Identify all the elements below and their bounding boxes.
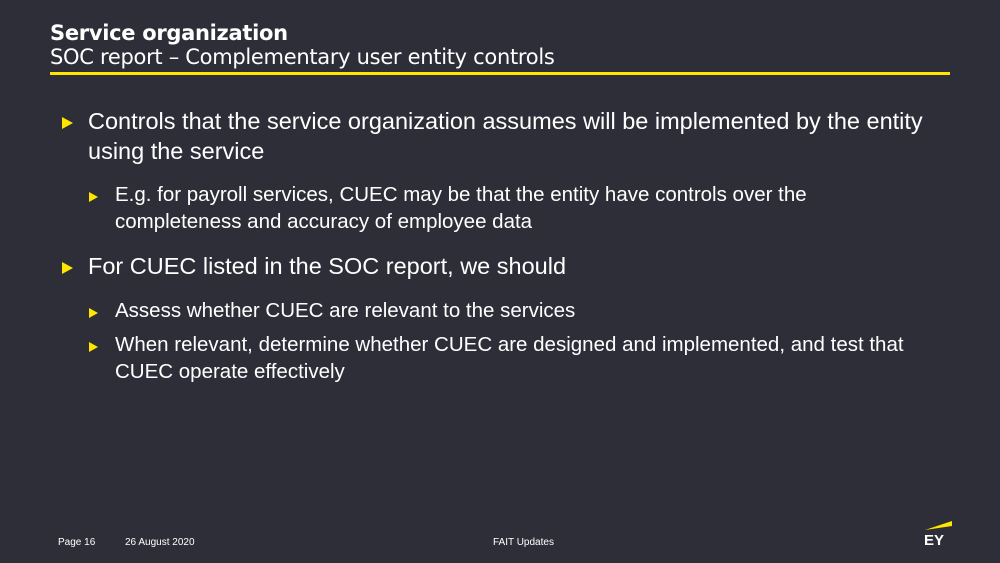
slide-subtitle: SOC report – Complementary user entity controls <box>50 45 555 69</box>
sub-bullet-item-1-1: E.g. for payroll services, CUEC may be that the entity have controls over the completeness and accuracy of employee data <box>115 183 807 233</box>
footer-title: FAIT Updates <box>493 537 554 548</box>
page-number: Page 16 <box>58 537 96 548</box>
bullet-arrow-icon <box>62 117 73 129</box>
slide-title: Service organization <box>50 21 288 45</box>
sub-bullet-arrow-icon <box>89 342 98 352</box>
logo-text: EY <box>924 532 945 548</box>
sub-bullet-item-2-1: Assess whether CUEC are relevant to the services <box>115 299 576 322</box>
footer-date: 26 August 2020 <box>125 537 195 548</box>
sub-bullet-arrow-icon <box>89 192 98 202</box>
bullet-item-1: Controls that the service organization assumes will be implemented by the entity using the service <box>88 108 923 164</box>
bullet-item-2: For CUEC listed in the SOC report, we should <box>88 253 567 279</box>
sub-bullet-arrow-icon <box>89 308 98 318</box>
bullet-arrow-icon <box>62 262 73 274</box>
sub-bullet-item-2-2: When relevant, determine whether CUEC are designed and implemented, and test that CUEC operate effectively <box>115 333 904 383</box>
title-underline <box>50 72 950 75</box>
ey-logo-icon <box>922 518 958 548</box>
